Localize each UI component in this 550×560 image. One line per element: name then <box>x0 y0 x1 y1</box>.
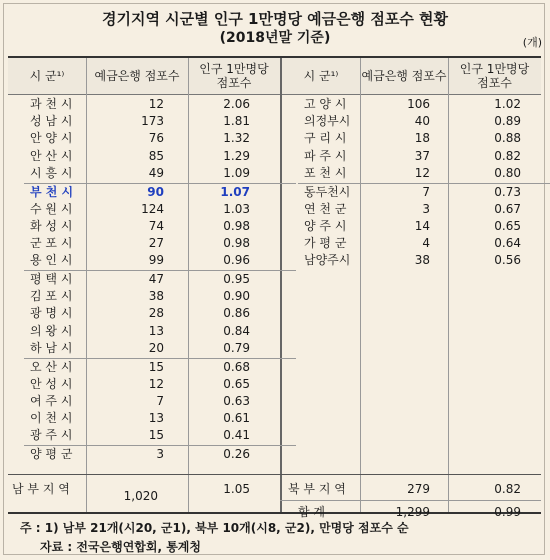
left-branches-value: 7 <box>156 393 164 408</box>
left-per10k-value: 0.95 <box>223 272 250 286</box>
group-separator <box>8 474 541 475</box>
north-region-total-per10k: 0.82 <box>494 482 521 496</box>
right-per10k-value: 1.02 <box>494 97 521 111</box>
left-region-name: 부 천 시 <box>30 184 74 199</box>
left-branches-value: 3 <box>156 447 164 461</box>
left-region-name: 김 포 시 <box>30 289 73 304</box>
right-branches-value: 12 <box>414 165 430 180</box>
right-per10k-value: 0.73 <box>494 184 521 199</box>
left-branches-value: 85 <box>148 148 164 163</box>
left-per10k-value: 1.03 <box>223 201 250 216</box>
right-region-name: 가 평 군 <box>304 236 347 251</box>
header-per10k-right: 인구 1만명당 점포수 <box>459 62 530 90</box>
left-region-name: 하 남 시 <box>30 340 73 355</box>
right-per10k-value: 0.65 <box>494 218 521 233</box>
left-branches-value: 38 <box>148 289 164 304</box>
left-branches-value: 74 <box>148 218 164 233</box>
header-branches-right: 예금은행 점포수 <box>361 69 447 83</box>
left-branches-value: 13 <box>148 411 164 426</box>
north-region-total-name: 북 부 지 역 <box>288 482 346 496</box>
left-region-name: 군 포 시 <box>30 236 73 251</box>
left-region-name: 안 산 시 <box>30 148 73 163</box>
left-per10k-value: 1.32 <box>223 131 250 146</box>
left-region-name: 안 성 시 <box>30 376 73 391</box>
right-branches-value: 40 <box>414 114 430 129</box>
header-per10k-left: 인구 1만명당 점포수 <box>199 62 269 90</box>
right-region-name: 양 주 시 <box>304 218 347 233</box>
left-per10k-value: 0.86 <box>223 306 250 321</box>
left-per10k-value: 0.65 <box>223 376 250 391</box>
right-region-name: 구 리 시 <box>304 131 347 146</box>
left-region-name: 광 주 시 <box>30 428 73 443</box>
left-branches-value: 90 <box>147 184 164 199</box>
right-region-name: 고 양 시 <box>304 97 347 111</box>
left-per10k-value: 0.90 <box>223 289 250 304</box>
left-region-name: 양 평 군 <box>30 447 73 461</box>
right-per10k-value: 0.56 <box>494 253 521 268</box>
left-branches-value: 12 <box>148 376 164 391</box>
left-region-name: 오 산 시 <box>30 359 73 374</box>
left-per10k-value: 0.68 <box>223 359 250 374</box>
right-branches-value: 14 <box>414 218 430 233</box>
column-divider-center <box>280 58 282 512</box>
left-region-name: 안 양 시 <box>30 131 73 146</box>
grand-total-branches: 1,299 <box>395 505 430 519</box>
right-per10k-value: 0.82 <box>494 148 521 163</box>
left-per10k-value: 1.09 <box>223 165 250 180</box>
right-region-name: 파 주 시 <box>304 148 347 163</box>
grand-total-per10k: 0.99 <box>494 505 521 519</box>
right-branches-value: 3 <box>422 201 430 216</box>
left-branches-value: 27 <box>148 236 164 251</box>
page-subtitle: (2018년말 기준) <box>219 30 331 46</box>
left-branches-value: 99 <box>148 253 164 268</box>
left-per10k-value: 0.79 <box>223 340 250 355</box>
right-branches-value: 7 <box>422 184 430 199</box>
left-region-name: 광 명 시 <box>30 306 73 321</box>
footnote: 주 : 1) 남부 21개(시20, 군1), 북부 10개(시8, 군2), 만명당 점포수 순 <box>20 521 409 535</box>
left-branches-value: 20 <box>148 340 164 355</box>
north-region-total-branches: 279 <box>407 482 430 496</box>
south-region-total-per10k: 1.05 <box>223 482 250 496</box>
south-region-total-name: 남 부 지 역 <box>12 482 70 496</box>
left-region-name: 수 원 시 <box>30 201 73 216</box>
left-per10k-value: 0.63 <box>223 393 250 408</box>
left-region-name: 시 흥 시 <box>30 165 73 180</box>
left-branches-value: 12 <box>148 97 164 111</box>
header-region-right: 시 군¹⁾ <box>303 69 339 83</box>
right-region-name: 남양주시 <box>304 253 351 268</box>
right-region-name: 의정부시 <box>304 114 351 129</box>
left-branches-value: 15 <box>148 428 164 443</box>
header-region-left: 시 군¹⁾ <box>29 69 65 83</box>
header-branches-left: 예금은행 점포수 <box>94 69 180 83</box>
left-branches-value: 28 <box>148 306 164 321</box>
right-per10k-value: 0.67 <box>494 201 521 216</box>
left-region-name: 의 왕 시 <box>30 323 73 338</box>
table-header <box>8 58 541 95</box>
left-per10k-value: 0.98 <box>223 218 250 233</box>
unit-label: (개) <box>522 36 542 49</box>
right-branches-value: 38 <box>414 253 430 268</box>
left-region-name: 이 천 시 <box>30 411 73 426</box>
right-branches-value: 106 <box>407 97 430 111</box>
right-per10k-value: 0.89 <box>494 114 521 129</box>
right-region-name: 동두천시 <box>304 184 351 199</box>
left-branches-value: 124 <box>141 201 164 216</box>
left-region-name: 화 성 시 <box>30 218 73 233</box>
left-branches-value: 47 <box>148 272 164 286</box>
right-per10k-value: 0.64 <box>494 236 521 251</box>
group-separator <box>280 500 541 501</box>
left-branches-value: 13 <box>148 323 164 338</box>
right-per10k-value: 0.88 <box>494 131 521 146</box>
left-per10k-value: 0.41 <box>223 428 250 443</box>
left-per10k-value: 0.26 <box>223 447 250 461</box>
left-region-name: 용 인 시 <box>30 253 73 268</box>
left-per10k-value: 1.29 <box>223 148 250 163</box>
branch-table <box>8 56 541 519</box>
left-per10k-value: 2.06 <box>223 97 250 111</box>
left-per10k-value: 0.84 <box>223 323 250 338</box>
right-branches-value: 18 <box>414 131 430 146</box>
right-per10k-value: 0.80 <box>494 165 521 180</box>
left-branches-value: 173 <box>141 114 164 129</box>
south-region-total-branches: 1,020 <box>123 489 158 503</box>
left-per10k-value: 0.98 <box>223 236 250 251</box>
right-region-name: 포 천 시 <box>304 165 347 180</box>
right-branches-value: 4 <box>422 236 430 251</box>
source-note: 자료 : 전국은행연합회, 통계청 <box>40 540 201 554</box>
left-branches-value: 76 <box>148 131 164 146</box>
left-per10k-value: 1.81 <box>223 114 250 129</box>
left-per10k-value: 0.61 <box>223 411 250 426</box>
left-region-name: 과 천 시 <box>30 97 73 111</box>
left-region-name: 여 주 시 <box>30 393 73 408</box>
right-branches-value: 37 <box>414 148 430 163</box>
left-region-name: 성 남 시 <box>30 114 73 129</box>
left-per10k-value: 1.07 <box>220 184 250 199</box>
grand-total-name: 합 계 <box>298 505 325 519</box>
right-region-name: 연 천 군 <box>304 201 347 216</box>
left-branches-value: 49 <box>148 165 164 180</box>
left-branches-value: 15 <box>148 359 164 374</box>
left-region-name: 평 택 시 <box>30 272 73 286</box>
left-per10k-value: 0.96 <box>223 253 250 268</box>
page-title: 경기지역 시군별 인구 1만명당 예금은행 점포수 현황 <box>101 10 449 28</box>
